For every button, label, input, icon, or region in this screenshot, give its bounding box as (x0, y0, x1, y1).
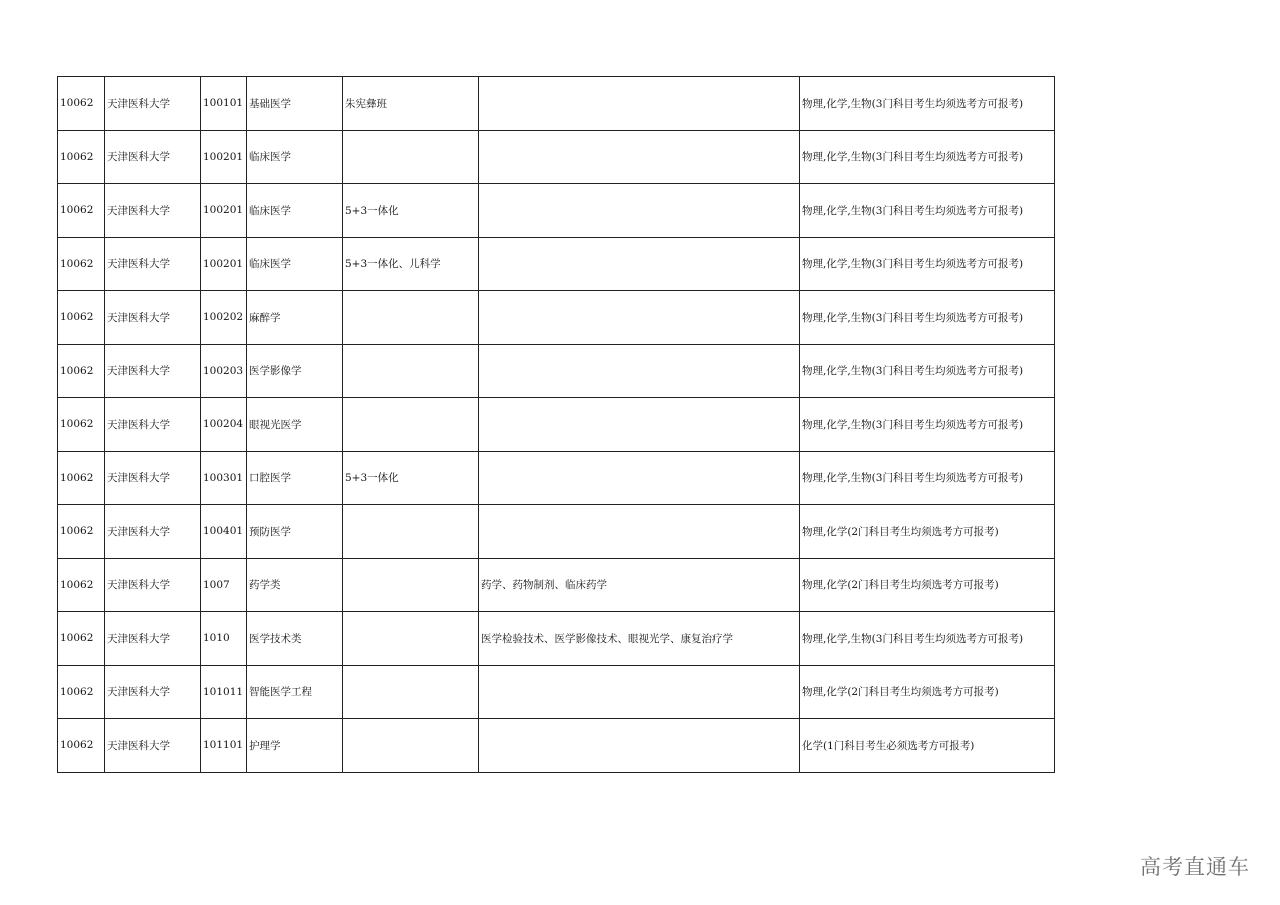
table-row (58, 665, 1055, 719)
included-majors-cell: 药学、药物制剂、临床药学 (479, 558, 800, 612)
table-body (58, 77, 1055, 773)
major-code-cell: 100401 (201, 505, 247, 559)
school-name-cell: 天津医科大学 (105, 344, 201, 398)
table-row (58, 451, 1055, 505)
major-code-cell: 100201 (201, 130, 247, 184)
major-note-cell (343, 398, 479, 452)
major-name-cell: 临床医学 (247, 184, 343, 238)
major-code-cell: 101011 (201, 665, 247, 719)
subject-requirement-cell: 物理,化学(2门科目考生均须选考方可报考) (800, 665, 1055, 719)
included-majors-cell (479, 451, 800, 505)
requirements-table (57, 76, 1055, 773)
major-note-cell: 5+3一体化、儿科学 (343, 237, 479, 291)
school-code-cell: 10062 (58, 558, 105, 612)
subject-requirement-cell: 物理,化学,生物(3门科目考生均须选考方可报考) (800, 398, 1055, 452)
major-code-cell: 100201 (201, 237, 247, 291)
major-code-cell: 1010 (201, 612, 247, 666)
school-name-cell: 天津医科大学 (105, 184, 201, 238)
included-majors-cell (479, 665, 800, 719)
school-name-cell: 天津医科大学 (105, 451, 201, 505)
school-name-cell: 天津医科大学 (105, 612, 201, 666)
included-majors-cell (479, 130, 800, 184)
table-row (58, 344, 1055, 398)
school-name-cell: 天津医科大学 (105, 398, 201, 452)
table-row (58, 505, 1055, 559)
major-code-cell: 100203 (201, 344, 247, 398)
included-majors-cell (479, 344, 800, 398)
table-row (58, 237, 1055, 291)
school-name-cell: 天津医科大学 (105, 505, 201, 559)
subject-requirement-cell: 物理,化学,生物(3门科目考生均须选考方可报考) (800, 612, 1055, 666)
major-code-cell: 100204 (201, 398, 247, 452)
major-note-cell: 5+3一体化 (343, 451, 479, 505)
major-name-cell: 临床医学 (247, 130, 343, 184)
table-row (58, 184, 1055, 238)
major-name-cell: 临床医学 (247, 237, 343, 291)
school-code-cell: 10062 (58, 612, 105, 666)
school-code-cell: 10062 (58, 398, 105, 452)
subject-requirement-cell: 物理,化学(2门科目考生均须选考方可报考) (800, 558, 1055, 612)
major-code-cell: 1007 (201, 558, 247, 612)
school-code-cell: 10062 (58, 451, 105, 505)
school-name-cell: 天津医科大学 (105, 77, 201, 131)
watermark-text: 高考直通车 (1140, 855, 1250, 879)
major-name-cell: 护理学 (247, 719, 343, 773)
school-code-cell: 10062 (58, 665, 105, 719)
school-name-cell: 天津医科大学 (105, 291, 201, 345)
table-row (58, 719, 1055, 773)
table-row (58, 291, 1055, 345)
major-name-cell: 药学类 (247, 558, 343, 612)
subject-requirement-cell: 物理,化学,生物(3门科目考生均须选考方可报考) (800, 344, 1055, 398)
included-majors-cell (479, 184, 800, 238)
major-code-cell: 100101 (201, 77, 247, 131)
major-note-cell (343, 130, 479, 184)
included-majors-cell (479, 398, 800, 452)
school-name-cell: 天津医科大学 (105, 558, 201, 612)
included-majors-cell (479, 77, 800, 131)
school-code-cell: 10062 (58, 130, 105, 184)
major-name-cell: 麻醉学 (247, 291, 343, 345)
major-note-cell (343, 665, 479, 719)
school-code-cell: 10062 (58, 344, 105, 398)
school-code-cell: 10062 (58, 184, 105, 238)
included-majors-cell (479, 237, 800, 291)
major-note-cell: 朱宪彝班 (343, 77, 479, 131)
major-code-cell: 100201 (201, 184, 247, 238)
major-name-cell: 基础医学 (247, 77, 343, 131)
major-name-cell: 医学技术类 (247, 612, 343, 666)
school-name-cell: 天津医科大学 (105, 719, 201, 773)
major-note-cell (343, 291, 479, 345)
school-code-cell: 10062 (58, 505, 105, 559)
major-note-cell (343, 558, 479, 612)
table-row (58, 612, 1055, 666)
major-note-cell: 5+3一体化 (343, 184, 479, 238)
major-name-cell: 口腔医学 (247, 451, 343, 505)
major-note-cell (343, 719, 479, 773)
major-name-cell: 医学影像学 (247, 344, 343, 398)
included-majors-cell (479, 291, 800, 345)
major-note-cell (343, 505, 479, 559)
subject-requirement-cell: 物理,化学(2门科目考生均须选考方可报考) (800, 505, 1055, 559)
included-majors-cell (479, 719, 800, 773)
school-code-cell: 10062 (58, 237, 105, 291)
major-name-cell: 智能医学工程 (247, 665, 343, 719)
subject-requirement-cell: 化学(1门科目考生必须选考方可报考) (800, 719, 1055, 773)
subject-requirement-cell: 物理,化学,生物(3门科目考生均须选考方可报考) (800, 451, 1055, 505)
major-code-cell: 100202 (201, 291, 247, 345)
school-code-cell: 10062 (58, 77, 105, 131)
subject-requirement-cell: 物理,化学,生物(3门科目考生均须选考方可报考) (800, 77, 1055, 131)
major-name-cell: 预防医学 (247, 505, 343, 559)
subject-requirement-cell: 物理,化学,生物(3门科目考生均须选考方可报考) (800, 130, 1055, 184)
table-row (58, 77, 1055, 131)
school-name-cell: 天津医科大学 (105, 130, 201, 184)
major-code-cell: 100301 (201, 451, 247, 505)
included-majors-cell (479, 505, 800, 559)
subject-requirement-cell: 物理,化学,生物(3门科目考生均须选考方可报考) (800, 184, 1055, 238)
included-majors-cell: 医学检验技术、医学影像技术、眼视光学、康复治疗学 (479, 612, 800, 666)
subject-requirement-cell: 物理,化学,生物(3门科目考生均须选考方可报考) (800, 237, 1055, 291)
major-note-cell (343, 612, 479, 666)
school-code-cell: 10062 (58, 719, 105, 773)
major-note-cell (343, 344, 479, 398)
table-row (58, 130, 1055, 184)
school-name-cell: 天津医科大学 (105, 665, 201, 719)
school-code-cell: 10062 (58, 291, 105, 345)
major-name-cell: 眼视光医学 (247, 398, 343, 452)
subject-requirement-cell: 物理,化学,生物(3门科目考生均须选考方可报考) (800, 291, 1055, 345)
table-row (58, 558, 1055, 612)
major-code-cell: 101101 (201, 719, 247, 773)
table-row (58, 398, 1055, 452)
school-name-cell: 天津医科大学 (105, 237, 201, 291)
